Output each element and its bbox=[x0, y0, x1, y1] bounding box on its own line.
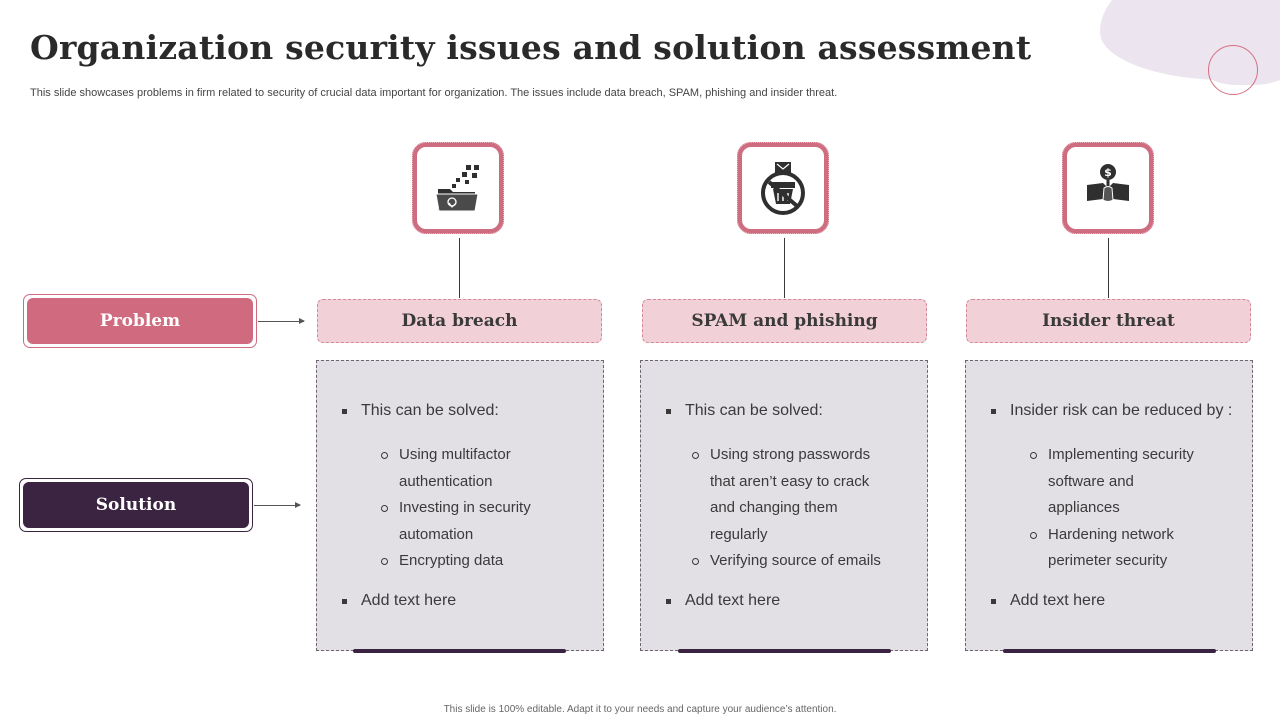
list-item: Encrypting data bbox=[381, 548, 571, 575]
list-item: Hardening network perimeter security bbox=[1030, 522, 1205, 575]
solution-box-insider-threat bbox=[965, 360, 1253, 651]
solution-box-data-breach bbox=[316, 360, 604, 651]
bullet-item: Add text here bbox=[343, 592, 456, 610]
connector-line bbox=[459, 238, 460, 298]
list-item: Investing in security automation bbox=[381, 495, 571, 548]
solution-arrow bbox=[254, 505, 300, 506]
list-item: Implementing security software and appliances bbox=[1030, 442, 1205, 522]
insider-threat-icon-box bbox=[1062, 142, 1154, 234]
footer-note: This slide is 100% editable. Adapt it to your needs and capture your audience’s attention. bbox=[443, 704, 837, 715]
solution-list bbox=[1030, 442, 1205, 575]
solution-list bbox=[381, 442, 571, 575]
list-item: Verifying source of emails bbox=[692, 548, 892, 575]
connector-line bbox=[1108, 238, 1109, 298]
bullet-item: Add text here bbox=[992, 592, 1105, 610]
spam-icon-box bbox=[737, 142, 829, 234]
problem-label: Problem bbox=[27, 298, 253, 344]
problem-heading-data-breach: Data breach bbox=[317, 299, 602, 343]
svg-text:$: $ bbox=[1104, 166, 1112, 179]
data-breach-icon-box bbox=[412, 142, 504, 234]
problem-arrow bbox=[258, 321, 304, 322]
bullet-item: This can be solved: bbox=[667, 402, 823, 420]
spam-mail-icon bbox=[758, 160, 808, 216]
list-item: Using strong passwords that aren’t easy to crack and changing them regularly bbox=[692, 442, 892, 548]
bullet-item: This can be solved: bbox=[343, 402, 499, 420]
insider-money-handshake-icon bbox=[1083, 163, 1133, 213]
accent-bar bbox=[353, 649, 566, 653]
solution-box-spam-phishing bbox=[640, 360, 928, 651]
accent-bar bbox=[1003, 649, 1216, 653]
solution-list bbox=[692, 442, 892, 575]
bullet-item: Insider risk can be reduced by : bbox=[992, 402, 1232, 420]
accent-bar bbox=[678, 649, 891, 653]
solution-label: Solution bbox=[23, 482, 249, 528]
list-item: Using multifactor authentication bbox=[381, 442, 571, 495]
page-subtitle: This slide showcases problems in firm related to security of crucial data important for organization. The issues include data breach, SPAM, phishing and insider threat. bbox=[30, 87, 838, 99]
data-breach-folder-icon bbox=[434, 163, 482, 213]
problem-heading-spam-phishing: SPAM and phishing bbox=[642, 299, 927, 343]
page-title: Organization security issues and solution assessment bbox=[30, 28, 1032, 67]
connector-line bbox=[784, 238, 785, 298]
bullet-item: Add text here bbox=[667, 592, 780, 610]
problem-heading-insider-threat: Insider threat bbox=[966, 299, 1251, 343]
decorative-ring bbox=[1208, 45, 1258, 95]
